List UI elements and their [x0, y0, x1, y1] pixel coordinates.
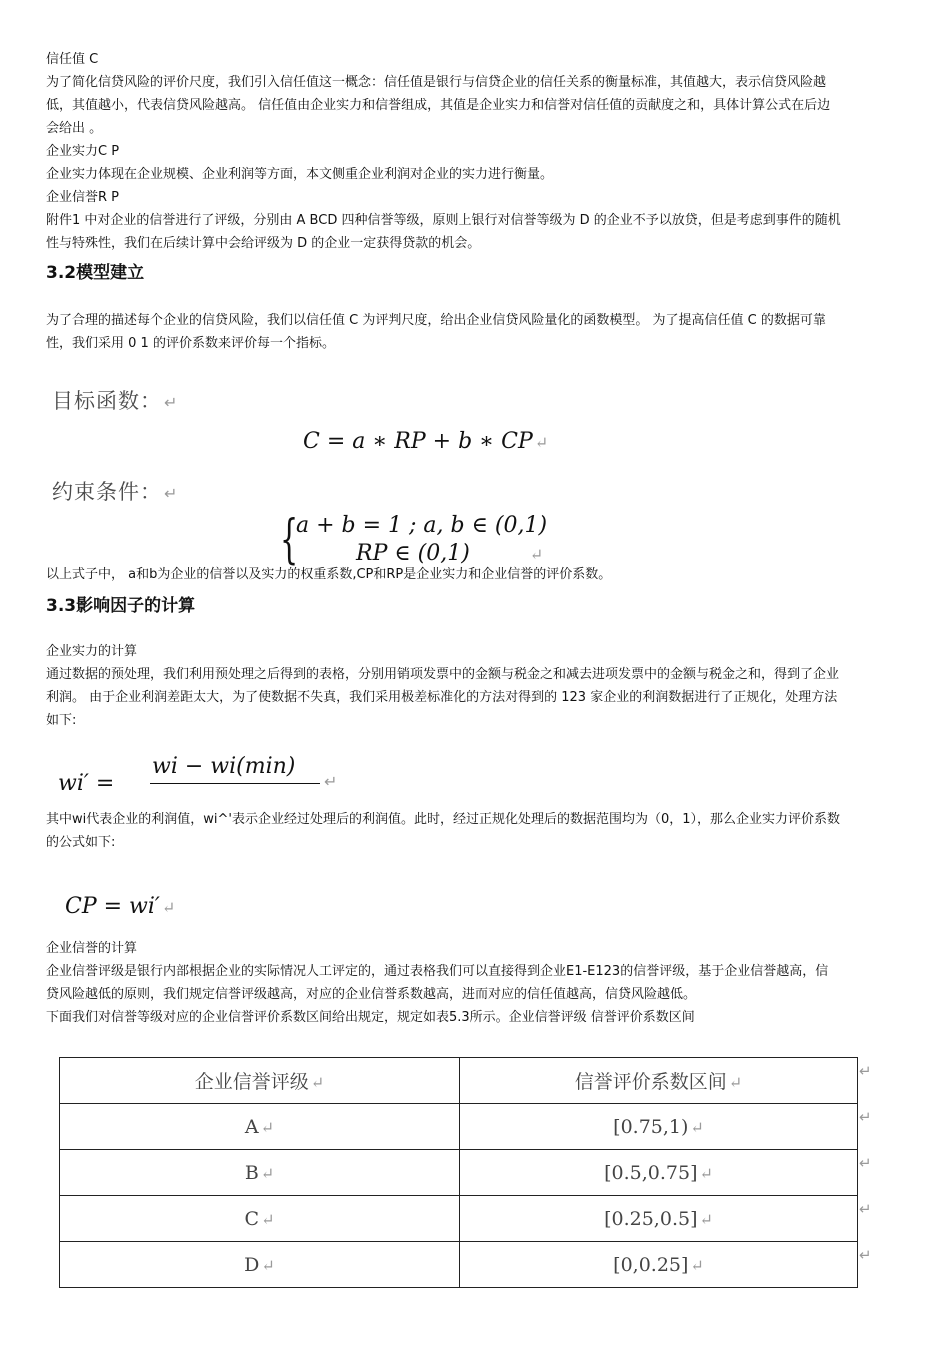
- return-mark-icon: ↵: [859, 1154, 872, 1172]
- strength-calc-para-line: 通过数据的预处理，我们利用预处理之后得到的表格，分别用销项发票中的金额与税金之和减去进项发票中的金额与税金之和，得到了企业: [46, 667, 840, 682]
- reputation-calc-para-line: 下面我们对信誉等级对应的企业信誉评价系数区间给出规定，规定如表5.3所示。企业信誉评级 信誉评价系数区间: [46, 1010, 695, 1025]
- constraint-equation: a + b = 1 ; a, b ∈ (0,1): [296, 513, 548, 538]
- trust-value-desc-line: 为了简化信贷风险的评价尺度，我们引入信任值这一概念：信任值是银行与信贷企业的信任关系的衡量标准，其值越大，表示信贷风险越: [46, 75, 827, 90]
- return-mark-icon: ↵: [690, 1255, 704, 1275]
- strength-calc-title: 企业实力的计算: [46, 644, 138, 659]
- return-mark-icon: ↵: [534, 433, 549, 452]
- reputation-title: 企业信誉R P: [46, 190, 120, 205]
- table-row: [60, 1196, 858, 1242]
- objective-formula: C = a ∗ RP + b ∗ CP ↵: [303, 429, 549, 454]
- strength-calc-para-line: 利润。 由于企业利润差距太大，为了使数据不失真，我们采用极差标准化的方法对得到的 123 家企业的利润数据进行了正规化，处理方法: [46, 690, 838, 705]
- return-mark-icon: ↵: [690, 1117, 704, 1137]
- rating-interval-cell: [0.5,0.75] ↵: [460, 1150, 858, 1196]
- return-mark-icon: ↵: [324, 772, 338, 791]
- return-mark-icon: ↵: [529, 545, 544, 564]
- return-mark-icon: ↵: [161, 898, 176, 917]
- objective-function-label: 目标函数： ↵: [52, 389, 179, 413]
- reputation-rating-table: [59, 1057, 858, 1288]
- constraint-label: 约束条件： ↵: [52, 480, 179, 504]
- strength-title: 企业实力C P: [46, 144, 120, 159]
- return-mark-icon: ↵: [859, 1108, 872, 1126]
- constraint-equation: RP ∈ (0,1) ↵: [356, 541, 544, 566]
- table-row: [60, 1150, 858, 1196]
- return-mark-icon: ↵: [261, 1255, 275, 1275]
- normalization-explain-line: 其中wi代表企业的利润值，wi^'表示企业经过处理后的利润值。此时，经过正规化处理后的数据范围均为（0，1），那么企业实力评价系数: [46, 812, 840, 827]
- rating-interval-cell: [0,0.25] ↵: [460, 1242, 858, 1288]
- trust-value-desc-line: 低，其值越小，代表信贷风险越高。 信任值由企业实力和信誉组成，其值是企业实力和信誉对信任值的贡献度之和，具体计算公式在后边: [46, 98, 831, 113]
- reputation-calc-para-line: 企业信誉评级是银行内部根据企业的实际情况人工评定的，通过表格我们可以直接得到企业E1-E123的信誉评级，基于企业信誉越高，信: [46, 964, 829, 979]
- model-para-line: 为了合理的描述每个企业的信贷风险，我们以信任值 C 为评判尺度，给出企业信贷风险量化的函数模型。 为了提高信任值 C 的数据可靠: [46, 313, 826, 328]
- table-row: [60, 1242, 858, 1288]
- section-number: 3.2: [46, 263, 77, 283]
- strength-calc-para-line: 如下:: [46, 713, 77, 728]
- return-mark-icon: ↵: [164, 484, 179, 503]
- strength-desc: 企业实力体现在企业规模、企业利润等方面，本文侧重企业利润对企业的实力进行衡量。: [46, 167, 554, 182]
- return-mark-icon: ↵: [699, 1209, 713, 1229]
- cp-formula: CP = wi′ ↵: [65, 894, 176, 919]
- section-heading-3-2: [46, 261, 144, 285]
- table-header-row: [60, 1058, 858, 1104]
- return-mark-icon: ↵: [699, 1163, 713, 1183]
- rating-grade-cell: C ↵: [60, 1196, 460, 1242]
- normalization-numerator: wi − wi(min): [152, 754, 296, 779]
- constraint-brace: {: [280, 510, 299, 570]
- return-mark-icon: ↵: [310, 1073, 325, 1092]
- rating-grade-cell: D ↵: [60, 1242, 460, 1288]
- rating-interval-cell: [0.75,1) ↵: [460, 1104, 858, 1150]
- return-mark-icon: ↵: [260, 1117, 275, 1137]
- rating-grade-cell: B ↵: [60, 1150, 460, 1196]
- fraction-bar: [150, 783, 320, 784]
- return-mark-icon: ↵: [728, 1073, 743, 1092]
- rating-grade-cell: A ↵: [60, 1104, 460, 1150]
- section-title: 模型建立: [76, 263, 145, 283]
- normalization-explain-line: 的公式如下:: [46, 835, 116, 850]
- section-title: 影响因子的计算: [76, 596, 196, 616]
- normalization-lhs: wi′ =: [58, 771, 115, 796]
- trust-value-desc-line: 会给出 。: [46, 121, 103, 136]
- return-mark-icon: ↵: [859, 1246, 872, 1264]
- table-header-cell: 企业信誉评级 ↵: [60, 1058, 460, 1104]
- reputation-desc-line: 性与特殊性，我们在后续计算中会给评级为 D 的企业一定获得贷款的机会。: [46, 236, 481, 251]
- return-mark-icon: ↵: [261, 1209, 275, 1229]
- rating-interval-cell: [0.25,0.5] ↵: [460, 1196, 858, 1242]
- reputation-desc-line: 附件1 中对企业的信誉进行了评级，分别由 A BCD 四种信誉等级，原则上银行对信誉等级为 D 的企业不予以放贷，但是考虑到事件的随机: [46, 213, 841, 228]
- table-header-cell: 信誉评价系数区间 ↵: [460, 1058, 858, 1104]
- table-row: [60, 1104, 858, 1150]
- section-number: 3.3: [46, 596, 77, 616]
- formula-note: 以上式子中， a和b为企业的信誉以及实力的权重系数,CP和RP是企业实力和企业信誉的评价系数。: [46, 567, 612, 582]
- return-mark-icon: ↵: [260, 1163, 275, 1183]
- return-mark-icon: ↵: [164, 393, 179, 412]
- return-mark-icon: ↵: [859, 1200, 872, 1218]
- reputation-calc-para-line: 贷风险越低的原则，我们规定信誉评级越高，对应的企业信誉系数越高，进而对应的信任值越高，信贷风险越低。: [46, 987, 697, 1002]
- reputation-calc-title: 企业信誉的计算: [46, 941, 138, 956]
- model-para-line: 性，我们采用 0 1 的评价系数来评价每一个指标。: [46, 336, 335, 351]
- section-heading-3-3: [46, 594, 195, 618]
- trust-value-title: 信任值 C: [46, 52, 99, 67]
- return-mark-icon: ↵: [859, 1062, 872, 1080]
